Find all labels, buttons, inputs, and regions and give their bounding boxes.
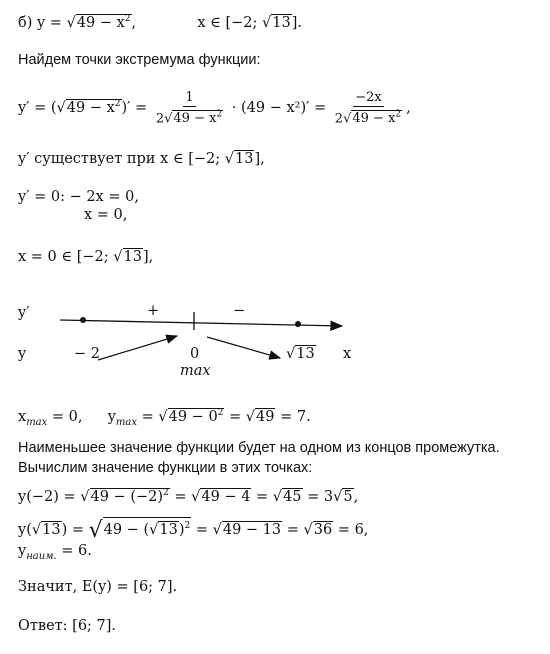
func-label: б) y =	[18, 14, 67, 31]
ymax-base: y	[107, 408, 116, 425]
calc1-eq3: = 3	[302, 488, 334, 505]
ymax-eq: =	[137, 408, 159, 425]
calc1-end: ,	[353, 488, 359, 505]
x-in-end: ],	[142, 249, 154, 265]
deriv-radicand: 49 − x	[66, 99, 115, 116]
calc-line-1: $y(-2) = √49 - (-2)^2 = √49 - 4 = √45 = 3√5$,	[18, 488, 359, 505]
conclusion-1: Наименьшее значение функции будет на одном из концов промежутка.	[18, 440, 500, 456]
calc2-inner-pre: 49 − (	[103, 521, 150, 538]
calc2-r13: 13	[42, 521, 61, 538]
deriv-end: ,	[406, 99, 411, 116]
left-point-label: − 2	[74, 346, 100, 362]
calc2-inner-r: 13	[159, 521, 178, 538]
extremum-values: $x_{max} = 0$, $y_{max} = √49 - 0^2 = √49 = 7$.	[18, 408, 311, 428]
deriv-lhs: y′ = (	[18, 99, 57, 116]
xmax-sub: max	[26, 416, 48, 428]
calc-line-2: $y(√13) = √49 - (√13)^2 = √49 - 13 = √36 = 6$,	[18, 517, 369, 543]
ymin-val: = 6.	[56, 543, 92, 559]
fraction-1-den-pre: 2	[155, 111, 165, 126]
yprime-label: y′	[18, 305, 30, 321]
fraction-2-num: −2x	[355, 89, 382, 105]
x-axis-label: x	[343, 346, 352, 362]
exists-text: y′ существует при x ∈ [−2;	[18, 151, 225, 167]
fraction-2-den-pre: 2	[334, 111, 344, 126]
conclusion-2: Вычислим значение функции в этих точках:	[18, 460, 313, 476]
ymax-rad1: 49 − 0	[168, 408, 218, 425]
y-label: y	[18, 346, 27, 362]
fraction-2-den-rad: 49 − x	[352, 111, 396, 126]
calc2-r3: 36	[313, 521, 333, 538]
right-point-label: √13	[286, 346, 315, 362]
right-root: 13	[296, 346, 315, 362]
calc2-end: = 6,	[333, 521, 369, 538]
xmax-base: x	[18, 408, 27, 425]
calc2-r2: 49 − 13	[222, 521, 282, 538]
deriv-close: )′ =	[121, 99, 152, 116]
ymin-base: y	[18, 543, 27, 559]
point-right	[295, 321, 301, 327]
exists-line: y′ существует при x ∈ [−2; √13],	[18, 151, 265, 167]
x-in-text: x = 0 ∈ [−2;	[18, 249, 114, 265]
plus-sign: +	[147, 303, 160, 319]
xmax-val: = 0,	[47, 408, 83, 425]
exists-root13: 13	[234, 151, 254, 167]
root13: 13	[272, 14, 291, 31]
exists-end: ],	[254, 151, 265, 167]
calc2-eq1: =	[191, 521, 213, 538]
minus-sign: −	[233, 303, 246, 319]
derivative-line: $y' = (√49 - x^2)'$ = $\frac{1}{2√49 - x^2}$ · (49 − x²)′ = $\frac{-2x}{2√49 - x^2}$ ,	[18, 89, 411, 126]
arrow-increase	[98, 336, 177, 360]
calc1-eq2: =	[251, 488, 273, 505]
calc2-eq2: =	[282, 521, 304, 538]
ymin-sub: наим.	[26, 551, 57, 562]
fraction-1-den-rad: 49 − x	[173, 111, 217, 126]
calc1-r1: 49 − (−2)	[90, 488, 164, 505]
calc2-rp: ) =	[61, 521, 89, 538]
point-left	[80, 317, 86, 323]
ymax-end: = 7.	[275, 408, 311, 425]
fraction-1: $\frac{1}{2√49 - x^2}$	[155, 89, 223, 126]
calc1-r2: 49 − 4	[201, 488, 251, 505]
calc1-r3: 45	[283, 488, 302, 505]
answer-line: Ответ: [6; 7].	[18, 618, 117, 634]
fraction-2: $\frac{-2x}{2√49 - x^2}$	[334, 89, 402, 126]
calc2-inner-post: )	[178, 521, 185, 538]
calc1-lhs: y(−2) =	[18, 488, 81, 505]
domain-end: ].	[291, 14, 303, 31]
arrow-decrease	[207, 337, 280, 358]
calc1-r4: 5	[343, 488, 353, 505]
calc2-lhs: y(	[18, 521, 32, 538]
sqrt-sign: √	[66, 14, 76, 31]
zero-line-1: y′ = 0: − 2x = 0,	[18, 189, 139, 205]
ymax-mid: =	[224, 408, 246, 425]
ymin-line	[18, 542, 92, 566]
zero-label: 0	[190, 346, 200, 362]
range-line: Значит, E(y) = [6; 7].	[18, 579, 178, 595]
sep: ,	[131, 14, 137, 31]
calc1-eq1: =	[169, 488, 192, 505]
radicand: 49 − x	[76, 14, 125, 31]
ymax-rad2: 49	[256, 408, 275, 425]
domain: x ∈ [−2;	[197, 14, 263, 31]
ymax-sub: max	[115, 416, 137, 428]
max-label: max	[180, 363, 211, 379]
x-in-line: x = 0 ∈ [−2; √13],	[18, 249, 154, 265]
fraction-1-num: 1	[185, 89, 194, 105]
deriv-mid: · (49 − x²)′ =	[231, 99, 331, 116]
x-in-root13: 13	[123, 249, 142, 265]
heading-extrema: Найдем точки экстремума функции:	[18, 52, 261, 68]
zero-line-2: x = 0,	[84, 207, 128, 223]
task-line: б) $y = √49 - x^2$, x ∈ [−2; √13].	[18, 14, 303, 31]
